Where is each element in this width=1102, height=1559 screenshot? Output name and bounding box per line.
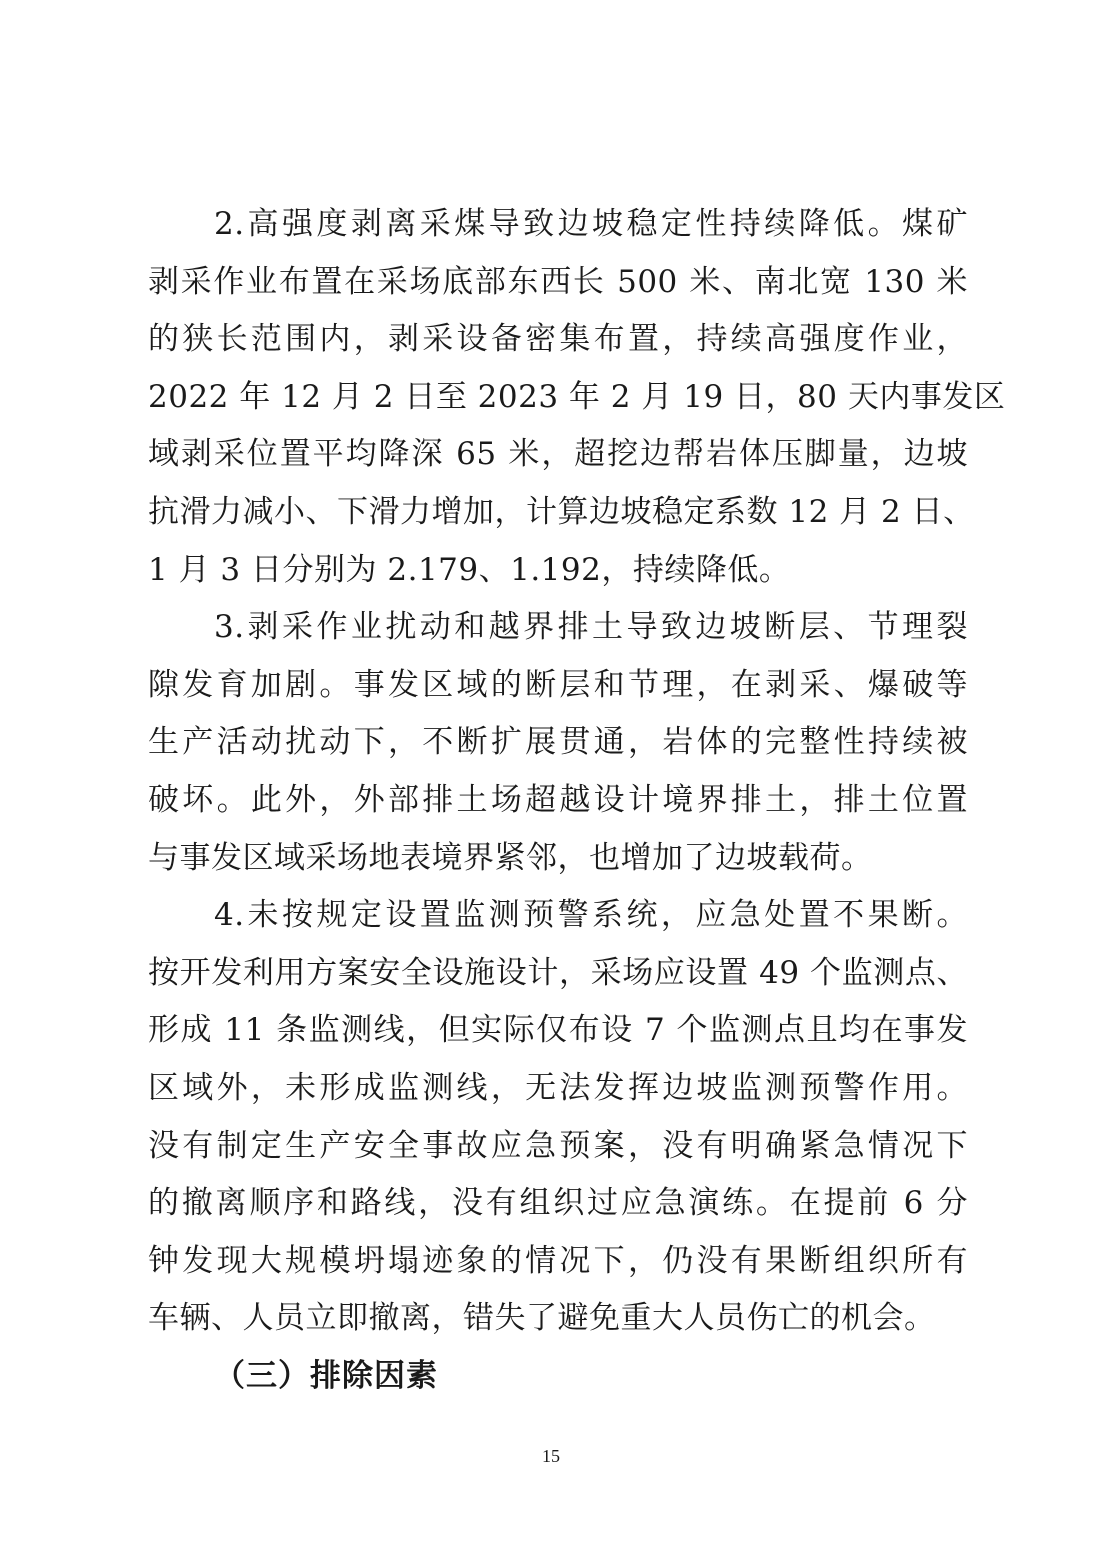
body-text — [148, 196, 1006, 1405]
text-line: 按开发利用方案安全设施设计，采场应设置 49 个监测点、 — [148, 954, 968, 991]
text-line: 2022 年 12 月 2 日至 2023 年 2 月 19 日，80 天内事发区 — [148, 378, 1006, 415]
text-line: 区域外，未形成监测线，无法发挥边坡监测预警作用。 — [148, 1069, 968, 1106]
text-line: 与事发区域采场地表境界紧邻，也增加了边坡载荷。 — [148, 839, 873, 876]
text-line: 3.剥采作业扰动和越界排土导致边坡断层、节理裂 — [214, 609, 968, 646]
text-line: 形成 11 条监测线，但实际仅布设 7 个监测点且均在事发 — [148, 1012, 968, 1049]
text-line: 生产活动扰动下，不断扩展贯通，岩体的完整性持续被 — [148, 724, 968, 761]
paragraph-2 — [148, 196, 1006, 599]
text-line: 抗滑力减小、下滑力增加，计算边坡稳定系数 12 月 2 日、 — [148, 493, 975, 530]
text-line: 没有制定生产安全事故应急预案，没有明确紧急情况下 — [148, 1127, 968, 1164]
section-heading: （三）排除因素 — [214, 1357, 438, 1394]
text-line: 钟发现大规模坍塌迹象的情况下，仍没有果断组织所有 — [148, 1242, 968, 1279]
text-line: 车辆、人员立即撤离，错失了避免重大人员伤亡的机会。 — [148, 1300, 936, 1337]
text-line: 的撤离顺序和路线，没有组织过应急演练。在提前 6 分 — [148, 1185, 968, 1222]
paragraph-4 — [148, 887, 968, 1348]
text-line: 隙发育加剧。事发区域的断层和节理，在剥采、爆破等 — [148, 666, 968, 703]
page-number: 15 — [542, 1446, 560, 1466]
text-line: 4.未按规定设置监测预警系统，应急处置不果断。 — [214, 897, 968, 934]
text-line: 2.高强度剥离采煤导致边坡稳定性持续降低。煤矿 — [214, 206, 968, 242]
paragraph-3 — [148, 599, 968, 887]
text-line: 的狭长范围内，剥采设备密集布置，持续高强度作业， — [148, 321, 968, 358]
text-line: 剥采作业布置在采场底部东西长 500 米、南北宽 130 米 — [148, 263, 968, 300]
text-line: 1 月 3 日分别为 2.179、1.192，持续降低。 — [148, 551, 791, 588]
text-line: 域剥采位置平均降深 65 米，超挖边帮岩体压脚量，边坡 — [148, 436, 968, 473]
text-line: 破坏。此外，外部排土场超越设计境界排土，排土位置 — [148, 781, 968, 818]
